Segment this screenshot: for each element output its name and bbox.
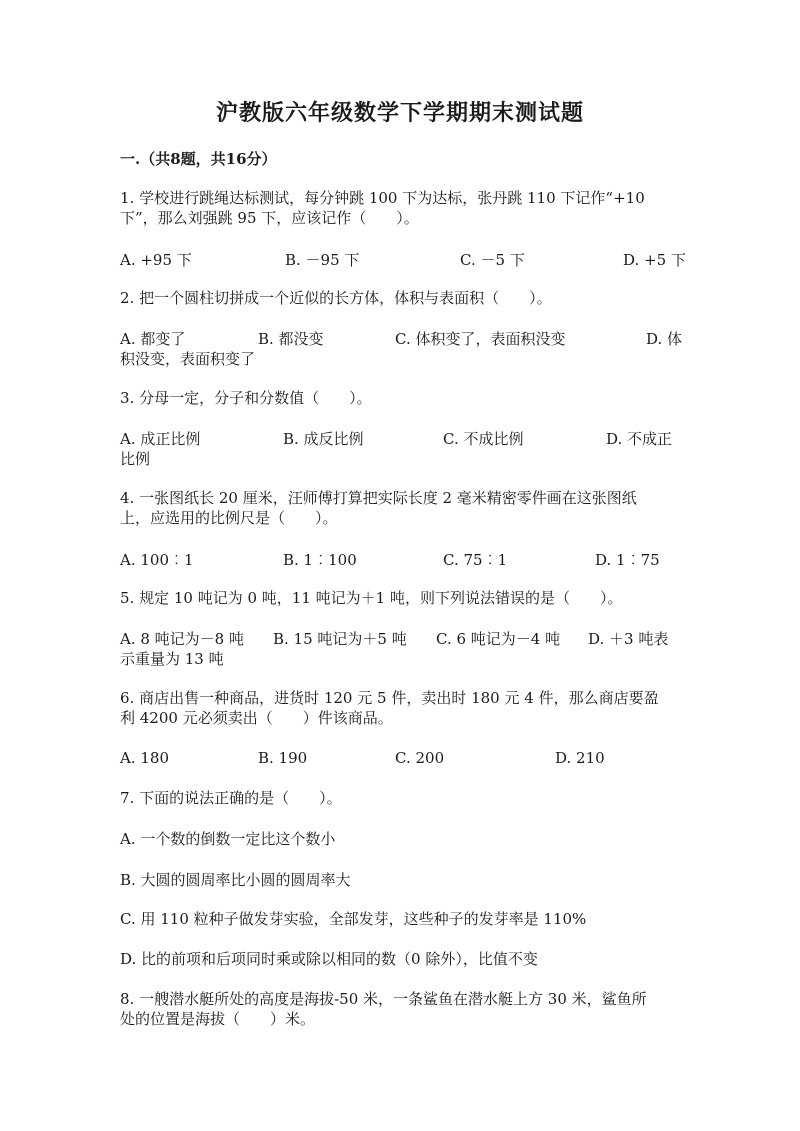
question-3-option-b[interactable]: B. 成反比例 (283, 430, 364, 448)
question-4-option-c[interactable]: C. 75︰1 (443, 551, 508, 569)
question-1-option-d[interactable]: D. +5 下 (623, 251, 686, 269)
question-8-stem-line-1: 8. 一艘潜水艇所处的高度是海拔-50 米，一条鲨鱼在潜水艇上方 30 米，鲨鱼所 (120, 990, 647, 1008)
question-6-stem-line-1: 6. 商店出售一种商品，进货时 120 元 5 件，卖出时 180 元 4 件，那么商店要盈 (120, 689, 659, 707)
question-3-option-d[interactable]: D. 不成正 (606, 430, 673, 448)
question-4-stem-line-2: 上，应选用的比例尺是（ ）。 (120, 509, 338, 527)
question-7-option-a[interactable]: A. 一个数的倒数一定比这个数小 (120, 830, 336, 848)
question-7-option-d[interactable]: D. 比的前项和后项同时乘或除以相同的数（0 除外），比值不变 (120, 950, 538, 968)
question-5-option-b[interactable]: B. 15 吨记为＋5 吨 (273, 630, 407, 648)
question-6-option-a[interactable]: A. 180 (120, 749, 169, 767)
question-1-option-c[interactable]: C. －5 下 (460, 251, 525, 269)
question-4-option-b[interactable]: B. 1︰100 (283, 551, 357, 569)
question-6-option-b[interactable]: B. 190 (258, 749, 308, 767)
question-6-option-d[interactable]: D. 210 (555, 749, 605, 767)
question-3-option-a[interactable]: A. 成正比例 (120, 430, 201, 448)
question-2-option-b[interactable]: B. 都没变 (258, 330, 324, 348)
page-title: 沪教版六年级数学下学期期末测试题 (215, 100, 584, 126)
question-1-stem-line-2: 下”，那么刘强跳 95 下，应该记作（ ）。 (120, 209, 419, 227)
section-heading: 一.（共8题，共16分） (120, 150, 277, 168)
question-7-stem: 7. 下面的说法正确的是（ ）。 (120, 789, 342, 807)
question-5-stem: 5. 规定 10 吨记为 0 吨，11 吨记为＋1 吨，则下列说法错误的是（ ）。 (120, 589, 623, 607)
question-4-option-d[interactable]: D. 1︰75 (595, 551, 660, 569)
question-1-option-b[interactable]: B. －95 下 (285, 251, 360, 269)
question-2-option-c[interactable]: C. 体积变了，表面积没变 (395, 330, 566, 348)
question-2-option-d-continued: 积没变，表面积变了 (120, 350, 256, 368)
question-3-option-d-continued: 比例 (120, 450, 151, 468)
question-5-option-a[interactable]: A. 8 吨记为－8 吨 (120, 630, 244, 648)
question-4-stem-line-1: 4. 一张图纸长 20 厘米，汪师傅打算把实际长度 2 毫米精密零件画在这张图纸 (120, 489, 637, 507)
question-8-stem-line-2: 处的位置是海拔（ ）米。 (120, 1010, 316, 1028)
question-3-stem: 3. 分母一定，分子和分数值（ ）。 (120, 389, 372, 407)
question-5-option-d[interactable]: D. ＋3 吨表 (588, 630, 669, 648)
question-5-option-d-continued: 示重量为 13 吨 (120, 650, 224, 668)
question-1-stem-line-1: 1. 学校进行跳绳达标测试，每分钟跳 100 下为达标，张丹跳 110 下记作“+10 (120, 189, 645, 207)
question-1-option-a[interactable]: A. +95 下 (120, 251, 192, 269)
question-2-option-d[interactable]: D. 体 (646, 330, 683, 348)
question-3-option-c[interactable]: C. 不成比例 (443, 430, 524, 448)
question-7-option-c[interactable]: C. 用 110 粒种子做发芽实验，全部发芽，这些种子的发芽率是 110% (120, 910, 587, 928)
question-2-option-a[interactable]: A. 都变了 (120, 330, 186, 348)
question-2-stem: 2. 把一个圆柱切拼成一个近似的长方体，体积与表面积（ ）。 (120, 289, 552, 307)
question-7-option-b[interactable]: B. 大圆的圆周率比小圆的圆周率大 (120, 871, 351, 889)
question-4-option-a[interactable]: A. 100︰1 (120, 551, 194, 569)
question-5-option-c[interactable]: C. 6 吨记为－4 吨 (436, 630, 561, 648)
question-6-option-c[interactable]: C. 200 (395, 749, 445, 767)
question-6-stem-line-2: 利 4200 元必须卖出（ ）件该商品。 (120, 709, 393, 727)
